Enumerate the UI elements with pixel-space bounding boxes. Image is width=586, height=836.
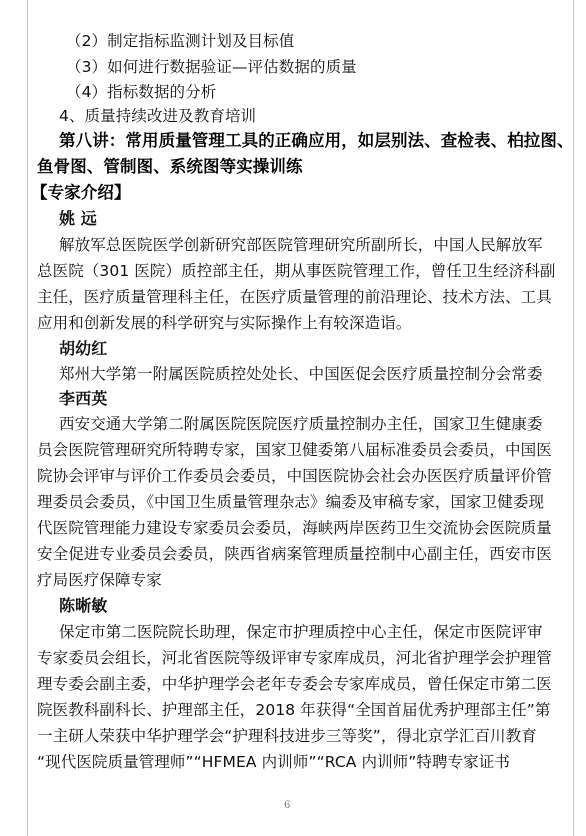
expert-bio-line: 保定市第二医院院长助理，保定市护理质控中心主任，保定市医院评审 [59,623,543,641]
expert-bio-line: 院医教科副科长、护理部主任，2018 年获得“全国首届优秀护理部主任”第 [37,701,551,719]
expert-bio-line: 西安交通大学第二附属医院医院医疗质量控制办主任，国家卫生健康委 [59,415,543,433]
page-frame-right-line [573,0,574,836]
expert-name: 陈晰敏 [59,596,108,615]
lecture-8-heading-line2: 鱼骨图、管制图、系统图等实操训练 [37,157,303,176]
expert-bio-line: 郑州大学第一附属医院质控处处长、中国医促会医疗质量控制分会常委 [59,365,543,383]
expert-name: 姚 远 [59,209,97,228]
outline-item-3: （3）如何进行数据验证—评估数据的质量 [66,58,357,76]
expert-bio-line: 理委员会委员，《中国卫生质量管理杂志》编委及审稿专家，国家卫健委现 [37,493,545,511]
expert-bio-line: 解放军总医院医学创新研究部医院管理研究所副所长，中国人民解放军 [59,236,543,254]
experts-section-heading: 【专家介绍】 [31,183,131,202]
outline-item-2: （2）制定指标监测计划及目标值 [66,32,295,50]
lecture-8-heading-line1: 第八讲：常用质量管理工具的正确应用，如层别法、查检表、柏拉图、 [59,131,574,150]
expert-bio-line: 一主研人荣获中华护理学会“护理科技进步三等奖”，得北京学汇百川教育 [37,727,537,745]
expert-bio-line: 应用和创新发展的科学研究与实际操作上有较深造诣。 [37,314,412,332]
expert-name: 胡幼红 [59,339,108,358]
expert-bio-line: 安全促进专业委员会委员，陕西省病案管理质量控制中心副主任，西安市医 [37,545,552,563]
outline-point-4: 4、质量持续改进及教育培训 [59,107,257,125]
expert-bio-line: 院协会评审与评价工作委员会委员，中国医院协会社会办医医疗质量评价管 [37,467,552,485]
expert-bio-line: 疗局医疗保障专家 [37,571,162,589]
page-number: 6 [284,800,291,811]
expert-bio-line: 专家委员会组长，河北省医院等级评审专家库成员，河北省护理学会护理管 [37,649,552,667]
expert-bio-line: 主任，医疗质量管理科主任，在医疗质量管理的前沿理论、技术方法、工具 [37,288,552,306]
outline-item-4: （4）指标数据的分析 [66,83,217,101]
expert-bio-line: 员会医院管理研究所特聘专家，国家卫健委第八届标准委员会委员，中国医 [37,441,552,459]
expert-bio-line: “现代医院质量管理师”“HFMEA 内训师”“RCA 内训师”特聘专家证书 [37,753,511,771]
expert-bio-line: 总医院（301 医院）质控部主任，期从事医院管理工作，曾任卫生经济科副 [37,262,556,280]
expert-name: 李西英 [59,389,108,408]
page-frame-left-line [27,0,28,836]
expert-bio-line: 理专委会副主委，中华护理学会老年专委会专家库成员，曾任保定市第二医 [37,675,552,693]
expert-bio-line: 代医院管理能力建设专家委员会委员，海峡两岸医药卫生交流协会医院质量 [37,519,552,537]
